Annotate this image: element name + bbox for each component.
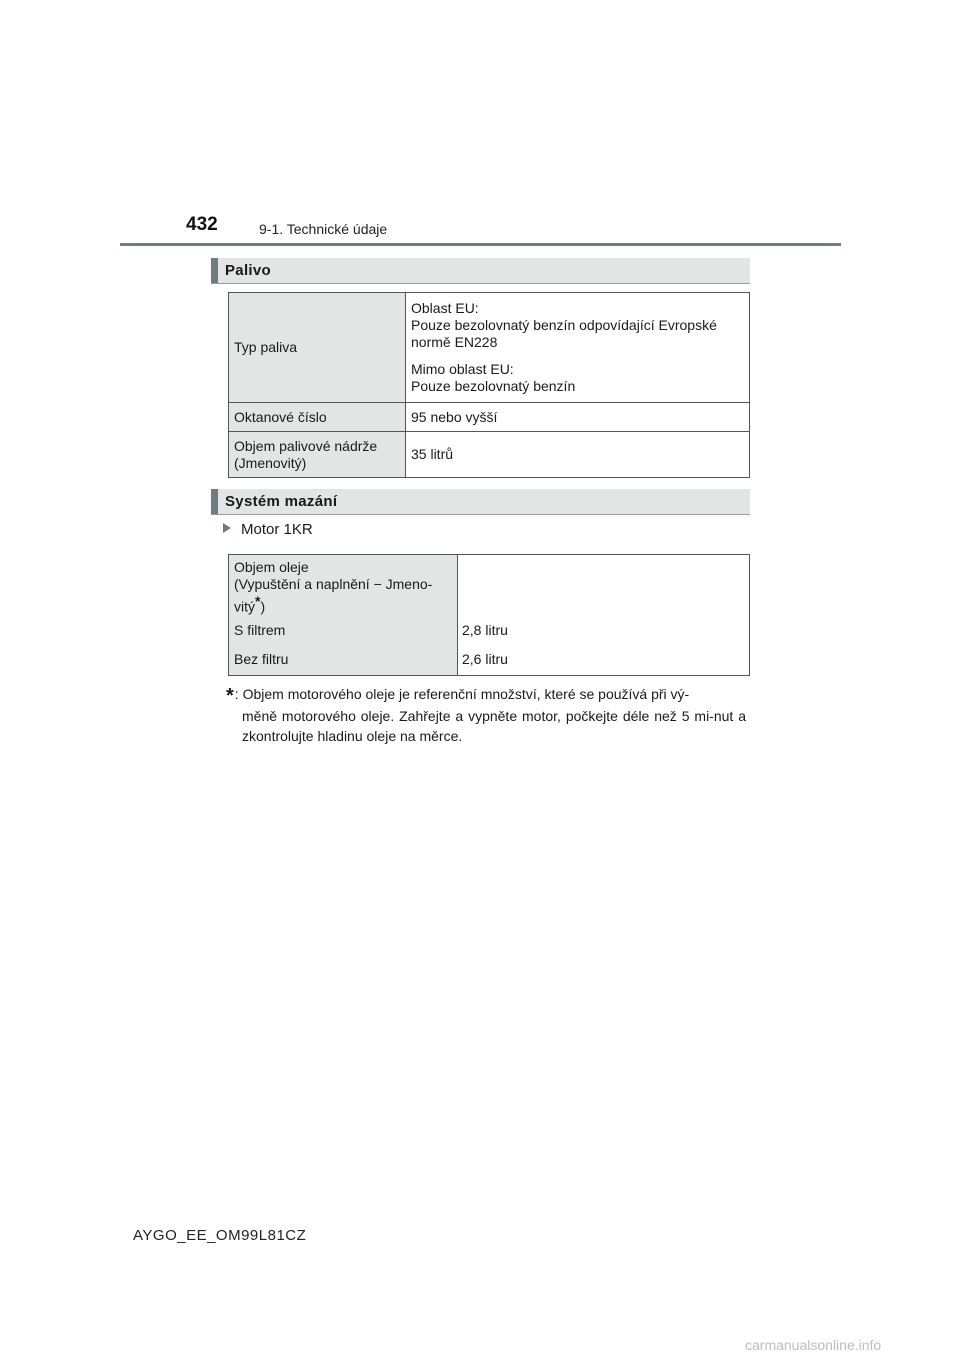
footnote <box>226 684 746 746</box>
table-row <box>229 403 750 432</box>
table-row <box>229 432 750 478</box>
oil-header-close: ) <box>260 598 266 615</box>
watermark: carmanualsonline.info <box>745 1337 882 1353</box>
oil-header-line: Objem oleje <box>234 559 309 575</box>
fuel-type-label: Typ paliva <box>229 293 406 403</box>
fuel-type-value <box>406 293 750 403</box>
footnote-star: * <box>226 685 234 707</box>
lubrication-section-title: Systém mazání <box>225 493 338 510</box>
oil-header-line: (Vypuštění a naplnění − Jmeno- <box>234 576 433 592</box>
lubrication-section-header <box>211 489 750 515</box>
fuel-type-line: Pouze bezolovnatý benzín <box>411 378 576 394</box>
table-row <box>229 293 750 403</box>
octane-value: 95 nebo vyšší <box>406 403 750 432</box>
footnote-text: : Objem motorového oleje je referenční množství, které se používá při vý- <box>234 686 690 702</box>
tank-capacity-value: 35 litrů <box>406 432 750 478</box>
tank-capacity-label <box>229 432 406 478</box>
oil-header-line <box>234 593 432 616</box>
page-number: 432 <box>186 214 218 235</box>
fuel-section-header <box>211 258 750 284</box>
tank-capacity-label-line: Objem palivové nádrže <box>234 437 378 454</box>
oil-capacity-header <box>234 559 432 616</box>
fuel-section-title: Palivo <box>225 262 271 279</box>
without-filter-value: 2,6 litru <box>462 651 508 667</box>
fuel-table <box>228 292 750 478</box>
fuel-type-line: Pouze bezolovnatý benzín odpovídající Evropské <box>411 317 717 333</box>
with-filter-value: 2,8 litru <box>462 622 508 638</box>
document-code: AYGO_EE_OM99L81CZ <box>133 1227 307 1244</box>
tank-capacity-label-line: (Jmenovitý) <box>234 454 307 471</box>
triangle-bullet-icon <box>223 523 231 533</box>
without-filter-label: Bez filtru <box>234 651 289 667</box>
engine-label: Motor 1KR <box>241 521 313 538</box>
fuel-type-line: normě EN228 <box>411 334 498 350</box>
octane-label: Oktanové číslo <box>229 403 406 432</box>
footnote-text-continued: měně motorového oleje. Zahřejte a vypněte motor, počkejte déle než 5 mi-nut a zkontrolujte hladinu oleje na měrce. <box>242 708 746 744</box>
engine-bullet <box>223 521 313 538</box>
section-accent-bar <box>211 489 218 514</box>
header-rule <box>120 243 841 246</box>
fuel-type-line: Oblast EU: <box>411 300 479 316</box>
footnote-star: * <box>255 593 261 609</box>
section-accent-bar <box>211 258 218 283</box>
with-filter-label: S filtrem <box>234 622 286 638</box>
oil-header-text: vitý <box>234 598 255 615</box>
fuel-type-line: Mimo oblast EU: <box>411 361 514 377</box>
oil-capacity-table <box>228 554 750 676</box>
chapter-title: 9-1. Technické údaje <box>259 221 388 237</box>
